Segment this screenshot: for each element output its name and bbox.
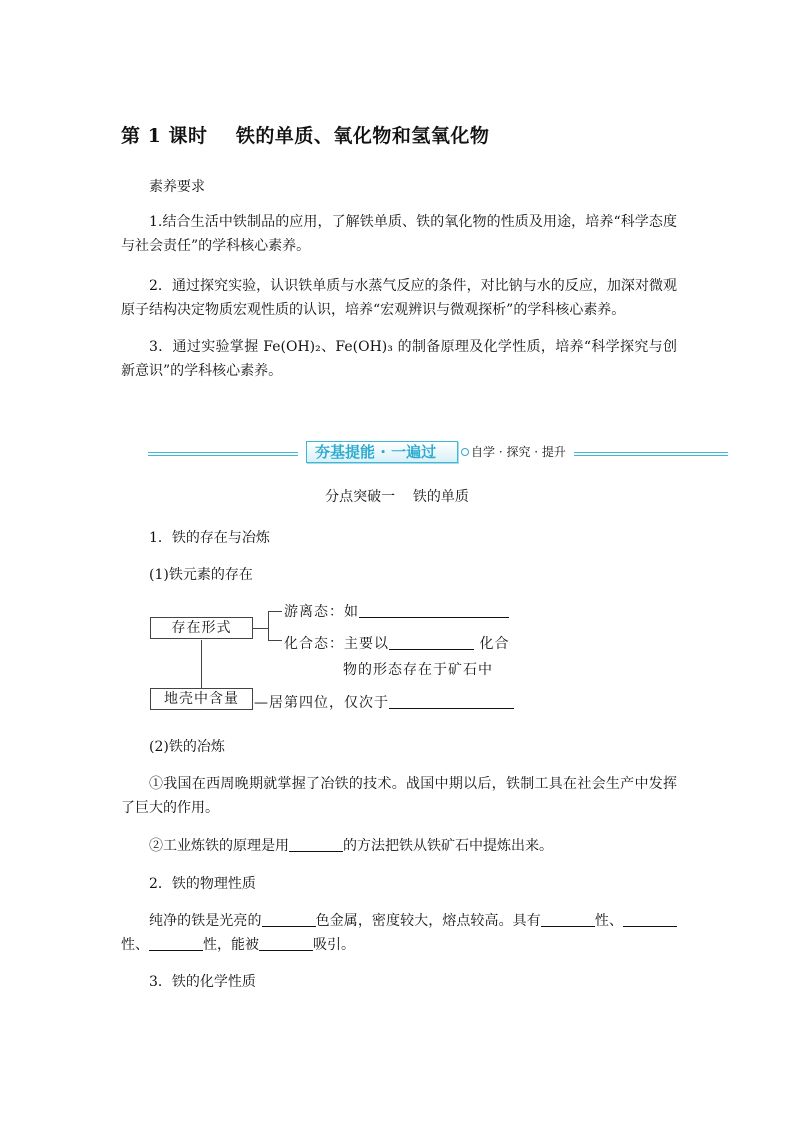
subheading-physical-properties: 2．铁的物理性质 <box>149 876 256 892</box>
requirement-item-3: 3．通过实验掌握 Fe(OH)₂、Fe(OH)₃ 的制备原理及化学性质，培养“科学探究与创新意识”的学科核心素养。 <box>121 339 677 379</box>
section-banner <box>148 439 728 467</box>
subheading-smelting: (2)铁的冶炼 <box>149 739 225 755</box>
banner-subtitle: 自学 · 探究 · 提升 <box>471 445 566 459</box>
blank <box>259 936 313 951</box>
smelting-history: ①我国在西周晚期就掌握了冶铁的技术。战国中期以后，铁制工具在社会生产中发挥了巨大的作用。 <box>121 776 677 816</box>
box-crust-content: 地壳中含量 <box>150 688 253 710</box>
blank <box>262 912 316 927</box>
compound-state-text: 化合态：主要以 化合 <box>284 636 510 652</box>
smelting-principle: ②工业炼铁的原理是用 的方法把铁从铁矿石中提炼出来。 <box>149 838 553 854</box>
blank <box>389 694 514 709</box>
blank <box>359 603 509 618</box>
section-title: 分点突破一 铁的单质 <box>325 489 469 505</box>
subheading-chemical-properties: 3．铁的化学性质 <box>149 974 256 990</box>
crust-content-text: —居第四位，仅次于 <box>254 692 514 712</box>
requirement-item-1: 1.结合生活中铁制品的应用，了解铁单质、铁的氧化物的性质及用途，培养“科学态度与社会责任”的学科核心素养。 <box>121 214 677 254</box>
blank <box>389 635 474 650</box>
banner-badge-text: 夯基提能 · 一遍过 <box>315 443 437 461</box>
blank <box>623 912 677 927</box>
subheading-existence: (1)铁元素的存在 <box>149 567 253 583</box>
banner-badge <box>306 441 458 463</box>
blank <box>149 936 203 951</box>
existence-diagram <box>150 600 550 715</box>
requirements-heading: 素养要求 <box>149 179 205 195</box>
requirement-item-2: 2．通过探究实验，认识铁单质与水蒸气反应的条件，对比钠与水的反应，加深对微观原子结构决定物质宏观性质的认识，培养“宏观辨识与微观探析”的学科核心素养。 <box>121 278 677 318</box>
blank <box>541 912 595 927</box>
blank <box>289 837 343 852</box>
compound-state-text-line2: 物的形态存在于矿石中 <box>343 662 493 678</box>
subheading-existence-smelting: 1．铁的存在与冶炼 <box>149 530 270 546</box>
page-title: 第 1 课时 铁的单质、氧化物和氢氧化物 <box>121 125 490 147</box>
physical-properties: 纯净的铁是光亮的 色金属，密度较大，熔点较高。具有 性、性、 性，能被 吸引。 <box>121 909 677 957</box>
free-state-text: 游离态：如 <box>284 601 509 621</box>
bullet-icon <box>461 448 469 456</box>
box-existence-form: 存在形式 <box>150 617 253 639</box>
